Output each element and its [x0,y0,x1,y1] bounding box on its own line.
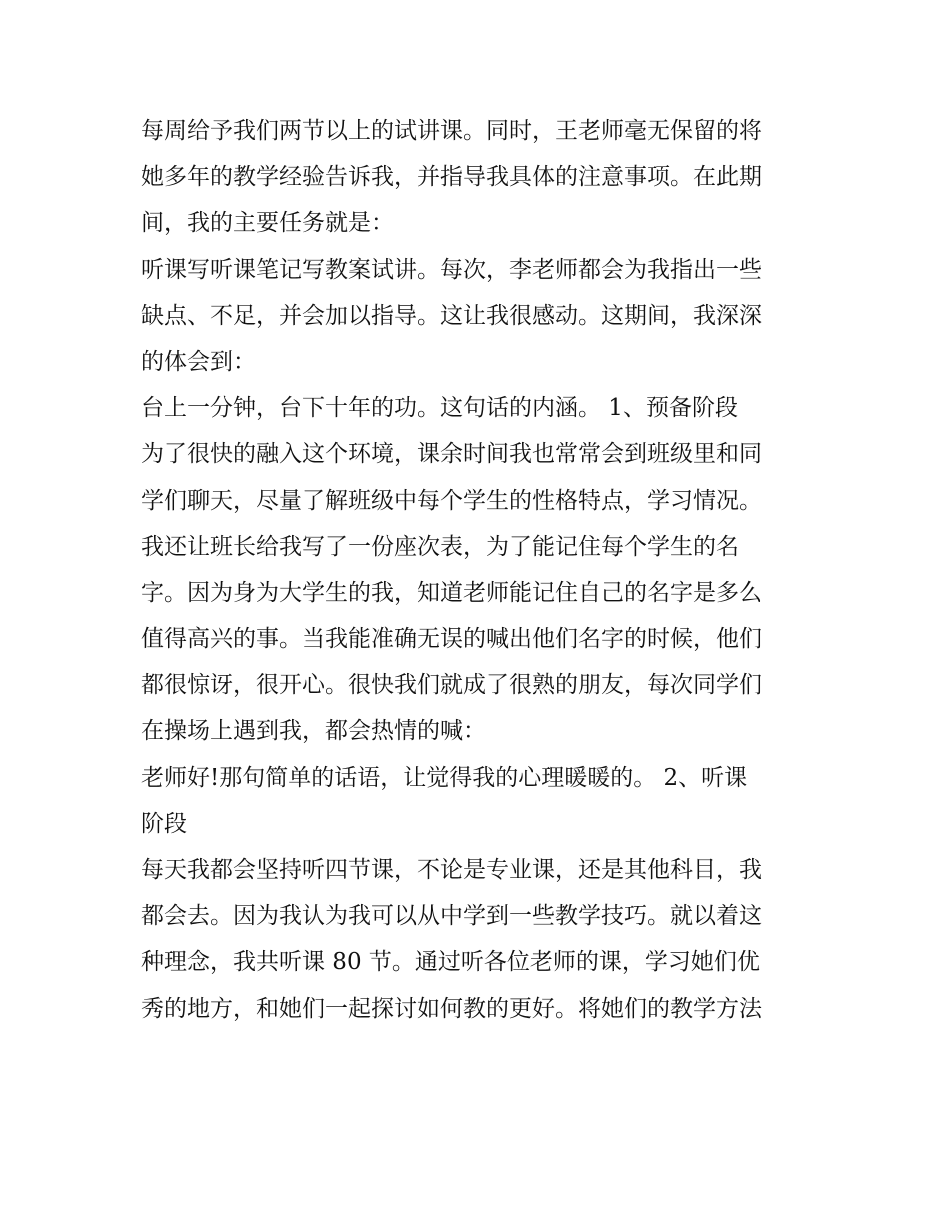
text-line: 听课写听课笔记写教案试讲。每次，李老师都会为我指出一些 [141,256,762,283]
text-line: 学们聊天，尽量了解班级中每个学生的性格特点，学习情况。 [141,487,762,514]
text-line: 在操场上遇到我，都会热情的喊： [141,718,486,745]
text-line: 间，我的主要任务就是： [141,210,394,237]
document-body [141,108,821,1032]
text-line: 她多年的教学经验告诉我，并指导我具体的注意事项。在此期 [141,164,762,191]
text-line: 每周给予我们两节以上的试讲课。同时，王老师毫无保留的将 [141,118,762,144]
text-line: 我还让班长给我写了一份座次表，为了能记住每个学生的名 [141,533,739,560]
text-line: 种理念，我共听课 80 节。通过听各位老师的课，学习她们优 [141,949,760,976]
text-line: 值得高兴的事。当我能准确无误的喊出他们名字的时候，他们 [141,626,762,653]
text-line: 老师好!那句简单的话语，让觉得我的心理暖暖的。 2、听课 [141,764,748,791]
text-line: 为了很快的融入这个环境，课余时间我也常常会到班级里和同 [141,441,762,468]
text-line: 阶段 [141,810,187,837]
text-line: 缺点、不足，并会加以指导。这让我很感动。这期间，我深深 [141,302,762,329]
text-line: 都会去。因为我认为我可以从中学到一些教学技巧。就以着这 [141,903,762,930]
text-line: 秀的地方，和她们一起探讨如何教的更好。将她们的教学方法 [141,995,762,1022]
text-line: 的体会到： [141,348,256,375]
text-line: 每天我都会坚持听四节课，不论是专业课，还是其他科目，我 [141,857,762,883]
text-line: 字。因为身为大学生的我，知道老师能记住自己的名字是多么 [141,579,762,606]
text-line: 都很惊讶，很开心。很快我们就成了很熟的朋友，每次同学们 [141,672,762,699]
text-line: 台上一分钟，台下十年的功。这句话的内涵。 1、预备阶段 [141,395,738,422]
